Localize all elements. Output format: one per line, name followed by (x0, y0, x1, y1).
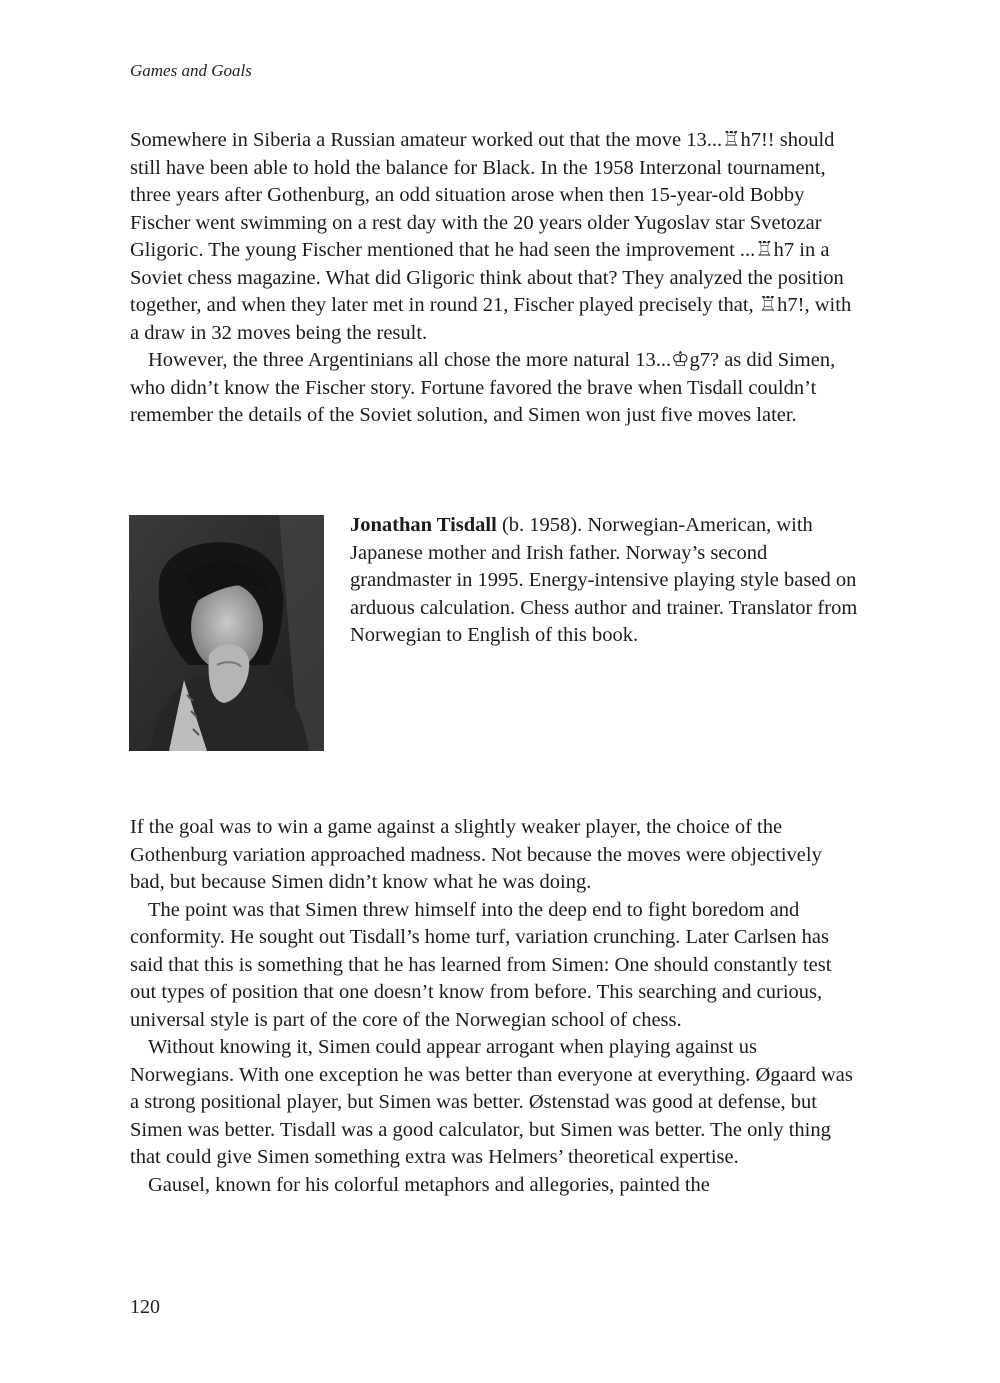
paragraph: Somewhere in Siberia a Russian amateur worked out that the move 13...♖h7!! should still have been able to hold the balance for Black. In the 1958 Interzonal tournament, three years after Gothenburg, an odd situation arose when then 15-year-old Bobby Fischer went swimming on a rest day with the 20 years older Yugoslav star Svetozar Gligoric. The young Fischer mentioned that he had seen the improvement ...♖h7 in a Soviet chess magazine. What did Gligoric think about that? They analyzed the position together, and when they later met in round 21, Fischer played precisely that, ♖h7!, with a draw in 32 moves being the result. (130, 129, 852, 344)
page-number: 120 (130, 1296, 160, 1318)
profile-name: Jonathan Tisdall (350, 514, 497, 536)
profile-caption (350, 512, 860, 650)
text-section-2 (130, 814, 858, 1199)
paragraph: Gausel, known for his colorful metaphors and allegories, painted the (148, 1173, 710, 1196)
text-section-1 (130, 127, 858, 430)
portrait-photo (129, 515, 324, 751)
paragraph: If the goal was to win a game against a slightly weaker player, the choice of the Gothenburg variation approached madness. Not because the moves were objectively bad, but because Simen didn’t know what he was doing. (130, 816, 822, 893)
profile-bio: (b. 1958). Norwegian-American, with Japanese mother and Irish father. Norway’s second grandmaster in 1995. Energy-intensive playing style based on arduous calculation. Chess author and trainer. Translator from Norwegian to English of this book. (350, 514, 858, 646)
portrait-image (129, 515, 324, 751)
paragraph: The point was that Simen threw himself into the deep end to fight boredom and conformity. He sought out Tisdall’s home turf, variation crunching. Later Carlsen has said that this is something that he has learned from Simen: One should constantly test out types of position that one doesn’t know from before. This searching and curious, universal style is part of the core of the Norwegian school of chess. (130, 898, 832, 1031)
paragraph: Without knowing it, Simen could appear arrogant when playing against us Norwegians. With one exception he was better than everyone at everything. Øgaard was a strong positional player, but Simen was better. Østenstad was good at defense, but Simen was better. Tisdall was a good calculator, but Simen was better. The only thing that could give Simen something extra was Helmers’ theoretical expertise. (130, 1036, 853, 1168)
paragraph: However, the three Argentinians all chose the more natural 13...♔g7? as did Simen, who didn’t know the Fischer story. Fortune favored the brave when Tisdall couldn’t remember the details of the Soviet solution, and Simen won just five moves later. (130, 349, 836, 426)
running-head: Games and Goals (130, 61, 252, 80)
